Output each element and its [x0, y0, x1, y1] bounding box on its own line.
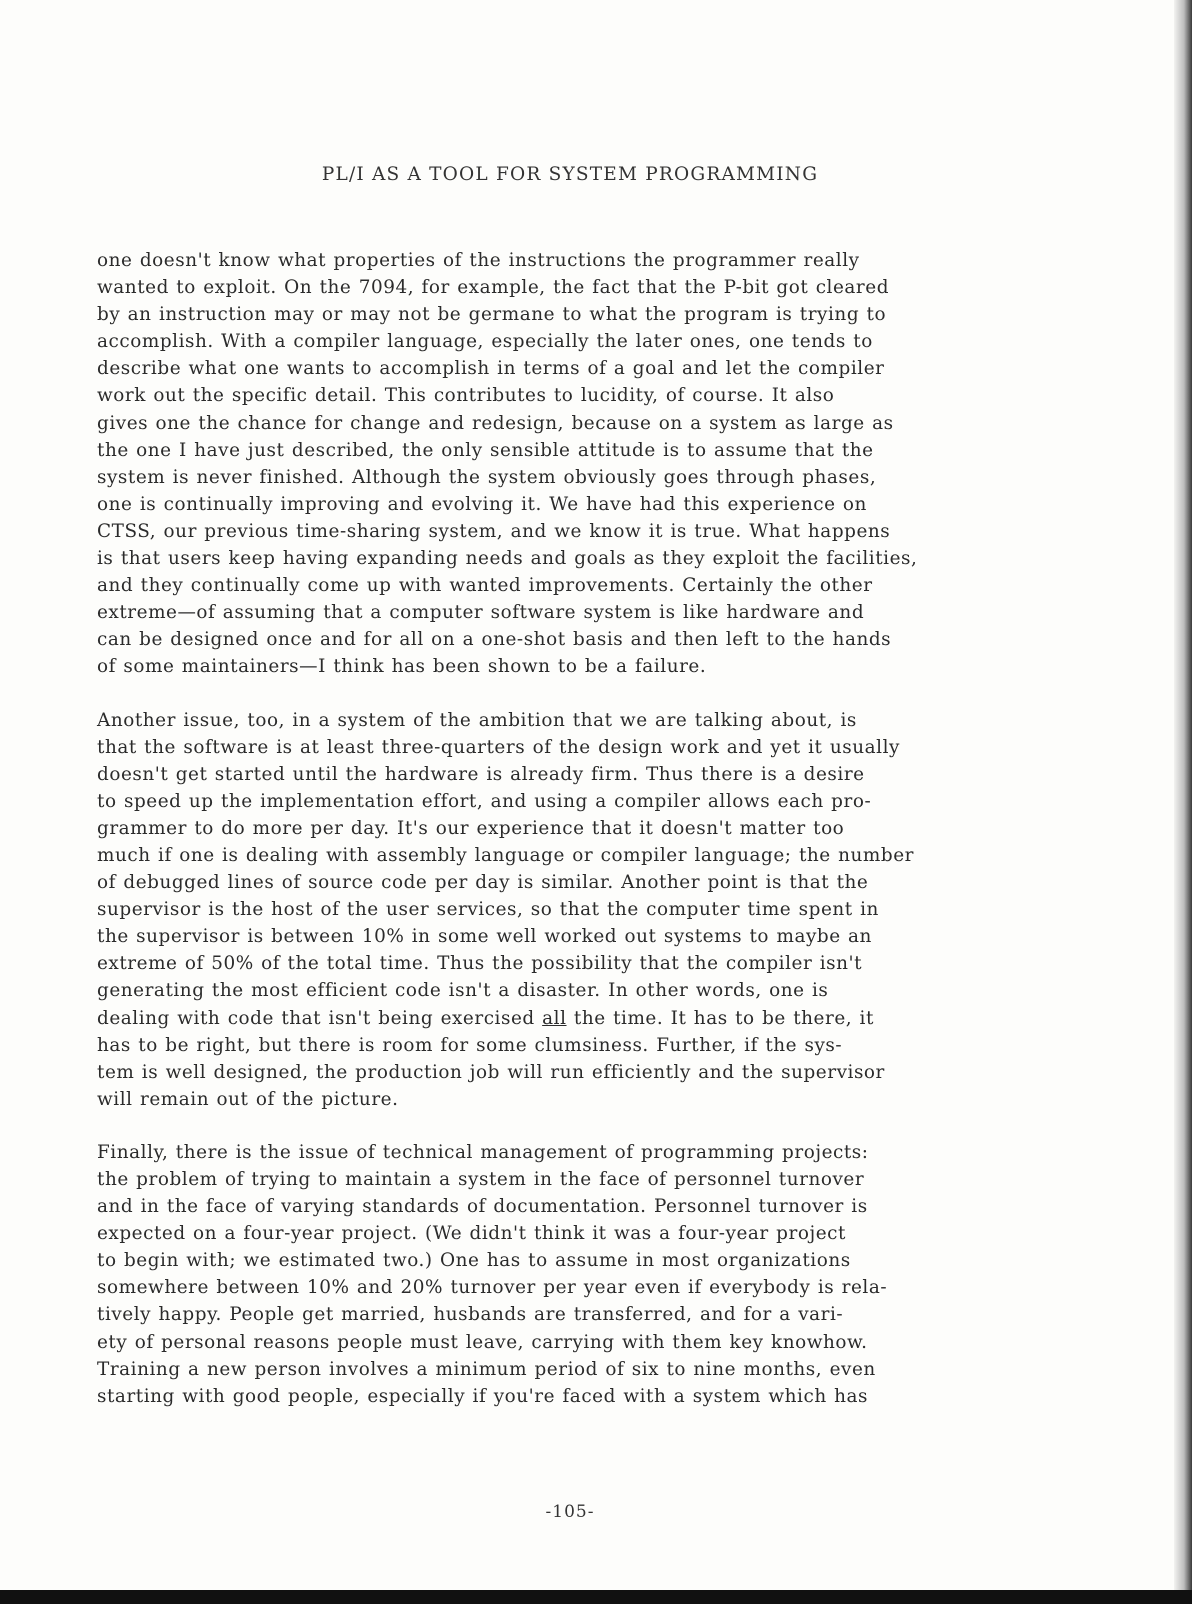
- text-line: accomplish. With a compiler language, especially the later ones, one tends to: [97, 331, 873, 353]
- text-line: of debugged lines of source code per day is similar. Another point is that the: [97, 872, 869, 894]
- text-line: extreme—of assuming that a computer software system is like hardware and: [97, 602, 865, 624]
- text-line: that the software is at least three-quarters of the design work and yet it usually: [97, 736, 900, 758]
- text-line: supervisor is the host of the user services, so that the computer time spent in: [97, 899, 879, 921]
- text-line: Finally, there is the issue of technical management of programming projects:: [97, 1141, 869, 1163]
- paragraph-2: [97, 707, 1082, 1113]
- text-line: Training a new person involves a minimum period of six to nine months, even: [97, 1358, 876, 1380]
- text-line: grammer to do more per day. It's our experience that it doesn't matter too: [97, 817, 845, 839]
- text-line: starting with good people, especially if you're faced with a system which has: [97, 1385, 869, 1407]
- text-line: can be designed once and for all on a one-shot basis and then left to the hands: [97, 629, 892, 651]
- text-line: of some maintainers—I think has been shown to be a failure.: [97, 656, 707, 678]
- text-line-with-underline: [97, 1005, 1082, 1032]
- text-line: tively happy. People get married, husbands are transferred, and for a vari-: [97, 1304, 844, 1326]
- text-line: will remain out of the picture.: [97, 1088, 399, 1110]
- text-line: is that users keep having expanding needs and goals as they exploit the facilities,: [97, 548, 918, 570]
- text-line: system is never finished. Although the system obviously goes through phases,: [97, 466, 877, 488]
- text-line: expected on a four-year project. (We didn't think it was a four-year project: [97, 1223, 846, 1245]
- page-number: -105-: [545, 1502, 595, 1522]
- text-line: the problem of trying to maintain a system in the face of personnel turnover: [97, 1169, 865, 1190]
- text-line: Another issue, too, in a system of the ambition that we are talking about, is: [97, 709, 857, 731]
- text-line: much if one is dealing with assembly language or compiler language; the number: [97, 844, 914, 866]
- body-text: [97, 247, 1082, 1436]
- running-title: PL/I AS A TOOL FOR SYSTEM PROGRAMMING: [321, 164, 819, 185]
- text-line: CTSS, our previous time-sharing system, and we know it is true. What happens: [97, 520, 891, 542]
- text-line: has to be right, but there is room for some clumsiness. Further, if the sys-: [97, 1034, 843, 1056]
- text-line: and they continually come up with wanted improvements. Certainly the other: [97, 575, 873, 597]
- scan-bottom-border: [0, 1590, 1192, 1604]
- text-line: gives one the chance for change and redesign, because on a system as large as: [97, 412, 894, 434]
- text-line: to begin with; we estimated two.) One has to assume in most organizations: [97, 1250, 851, 1272]
- text-line: generating the most efficient code isn't a disaster. In other words, one is: [97, 980, 829, 1002]
- text-line: by an instruction may or may not be germane to what the program is trying to: [97, 304, 887, 326]
- scan-edge-shadow: [1174, 0, 1192, 1604]
- text-line: ety of personal reasons people must leave, carrying with them key knowhow.: [97, 1331, 868, 1353]
- text-line: the supervisor is between 10% in some well worked out systems to maybe an: [97, 926, 872, 948]
- text-line: doesn't get started until the hardware is already firm. Thus there is a desire: [97, 763, 865, 785]
- paragraph-3: [97, 1139, 1082, 1410]
- text-line: wanted to exploit. On the 7094, for example, the fact that the P-bit got cleared: [97, 277, 890, 299]
- text-line: work out the specific detail. This contributes to lucidity, of course. It also: [97, 385, 835, 407]
- text-line: to speed up the implementation effort, and using a compiler allows each pro-: [97, 790, 872, 812]
- paragraph-1: [97, 247, 1082, 681]
- underlined-word: all: [542, 1007, 567, 1029]
- text-line: somewhere between 10% and 20% turnover per year even if everybody is rela-: [97, 1277, 888, 1299]
- text-line: one is continually improving and evolving it. We have had this experience on: [97, 493, 867, 515]
- text-line: tem is well designed, the production job will run efficiently and the supervisor: [97, 1061, 885, 1083]
- text-line: one doesn't know what properties of the instructions the programmer really: [97, 250, 860, 271]
- text-line: and in the face of varying standards of documentation. Personnel turnover is: [97, 1196, 868, 1218]
- text-segment: dealing with code that isn't being exercised: [97, 1007, 543, 1029]
- text-line: describe what one wants to accomplish in terms of a goal and let the compiler: [97, 358, 885, 380]
- text-segment: the time. It has to be there, it: [566, 1007, 874, 1029]
- text-line: the one I have just described, the only sensible attitude is to assume that the: [97, 439, 874, 461]
- text-line: extreme of 50% of the total time. Thus the possibility that the compiler isn't: [97, 953, 863, 975]
